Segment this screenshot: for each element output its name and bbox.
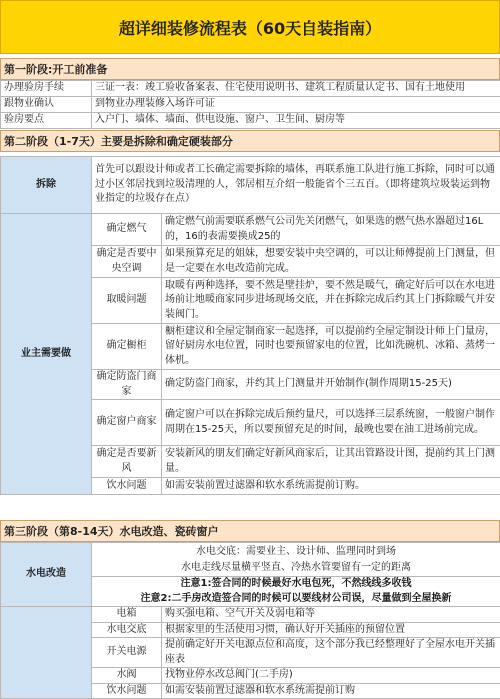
demolish-label: 拆除: [1, 157, 92, 214]
row-label: 确定橱柜: [92, 324, 162, 370]
wiring-line: [92, 543, 500, 577]
wiring-label: 水电改造: [1, 543, 92, 607]
table-row: [1, 543, 500, 577]
row-content: 安装新风的朋友们确定好新风商家后，让其出管路设计图，提前约其上门测量。: [162, 446, 500, 478]
row-content: 提前确定好开关电源点位和高度，这个部分我已经整理好了全屋水电开关插座表: [162, 638, 500, 668]
row-label: 办理验房手续: [1, 81, 92, 97]
stage2-header: 第二阶段（1-7天）主要是拆除和确定硬装部分: [0, 130, 500, 152]
row-content: 确定燃气前需要联系燃气公司先关闭燃气，如果选的燃气热水器超过16L的，16的表需要换成25的: [162, 214, 500, 246]
row-label: 确定是否要中央空调: [92, 246, 162, 278]
row-content: 如需安装前置过滤器和软水系统需提前订购。: [162, 478, 500, 495]
row-content: 三证一表：竣工验收备案表、住宅使用说明书、建筑工程质量认定书、国有土地使用: [92, 81, 500, 97]
stage3-side-cell: [1, 607, 92, 699]
row-label: 水电交底: [92, 622, 162, 638]
stage3-table: [0, 542, 500, 699]
wiring-note-2: 注意2:二手房改造签合同的时候可以要线材公司误，尽量做到全屋换新: [95, 592, 497, 607]
stage2-table: [0, 156, 500, 495]
row-label: 验房要点: [1, 113, 92, 129]
row-content: 根据家里的生活使用习惯，确认好开关插座的预留位置: [162, 622, 500, 638]
table-row: [1, 607, 500, 623]
stage1-header: 第一阶段:开工前准备: [0, 58, 500, 80]
wiring-line-1: 水电交底：需要业主、设计师、监理同时到场: [95, 544, 497, 560]
page-title: 超详细装修流程表（60天自装指南）: [0, 0, 500, 54]
row-content: 确定窗户可以在拆除完成后预约量尺，可以选择三层系统窗，一般窗户制作周期在15-25天，所以要预留充足的时间，最晚也要在油工进场前完成。: [162, 400, 500, 446]
row-content: 购买强电箱、空气开关及弱电箱等: [162, 607, 500, 623]
row-content: 如需安装前置过滤器和软水系统需提前订购: [162, 683, 500, 699]
row-content: 橱柜建议和全屋定制商家一起选择，可以提前约全屋定制设计师上门量房，留好厨房水电位置，同时也要预留家电的位置，比如洗碗机、冰箱、蒸烤一体机。: [162, 324, 500, 370]
row-label: 取暖问题: [92, 278, 162, 324]
row-label: 确定燃气: [92, 214, 162, 246]
row-content: 到物业办理装修入场许可证: [92, 97, 500, 113]
table-row: [1, 81, 500, 97]
stage1-table: [0, 80, 500, 129]
row-label: 水阀: [92, 668, 162, 684]
stage3-header: 第三阶段（第8-14天）水电改造、瓷砖窗户: [0, 520, 500, 542]
wiring-notes: [92, 577, 500, 607]
row-content: 如果预算充足的姐妹，想要安装中央空调的，可以让师傅提前上门测量，但是一定要在水电改造前完成。: [162, 246, 500, 278]
owner-label: 业主需要做: [1, 214, 92, 495]
table-row: [1, 113, 500, 129]
demolish-text: 首先可以跟设计师或者工长确定需要拆除的墙体，再联系施工队进行施工拆除，同时可以通过小区邻居找到垃圾清理的人，邻居相互介绍一般能省个三五百。（即将建筑垃圾装运到物业指定的垃圾存在点）: [92, 157, 500, 214]
table-row: [1, 97, 500, 113]
table-row: [1, 157, 500, 214]
wiring-note-1: 注意1:签合同的时候最好水电包死，不然线线多收钱: [95, 577, 497, 592]
row-label: 电箱: [92, 607, 162, 623]
row-label: 确定防盗门商家: [92, 370, 162, 400]
row-label: 饮水问题: [92, 683, 162, 699]
row-label: 确定是否要新风: [92, 446, 162, 478]
row-content: 取暖有两种选择，要不然是壁挂炉，要不然是暖气，确定好后可以在水电进场前让地暖商家同步进场现场交底，并在拆除完成后约其上门拆除暖气并安装阀门。: [162, 278, 500, 324]
table-row: [1, 214, 500, 246]
row-content: 入户门、墙体、墙面、供电设施、窗户、卫生间、厨房等: [92, 113, 500, 129]
row-label: 饮水问题: [92, 478, 162, 495]
row-content: 找物业停水改总阀门(二手房): [162, 668, 500, 684]
row-label: 跟物业确认: [1, 97, 92, 113]
row-label: 开关电源: [92, 638, 162, 668]
wiring-line-2: 水电走线尽量横平竖直、冷热水管要留有一定的距离: [95, 560, 497, 576]
row-content: 确定防盗门商家，并约其上门测量并开始制作(制作周期15-25天): [162, 370, 500, 400]
row-label: 确定窗户商家: [92, 400, 162, 446]
